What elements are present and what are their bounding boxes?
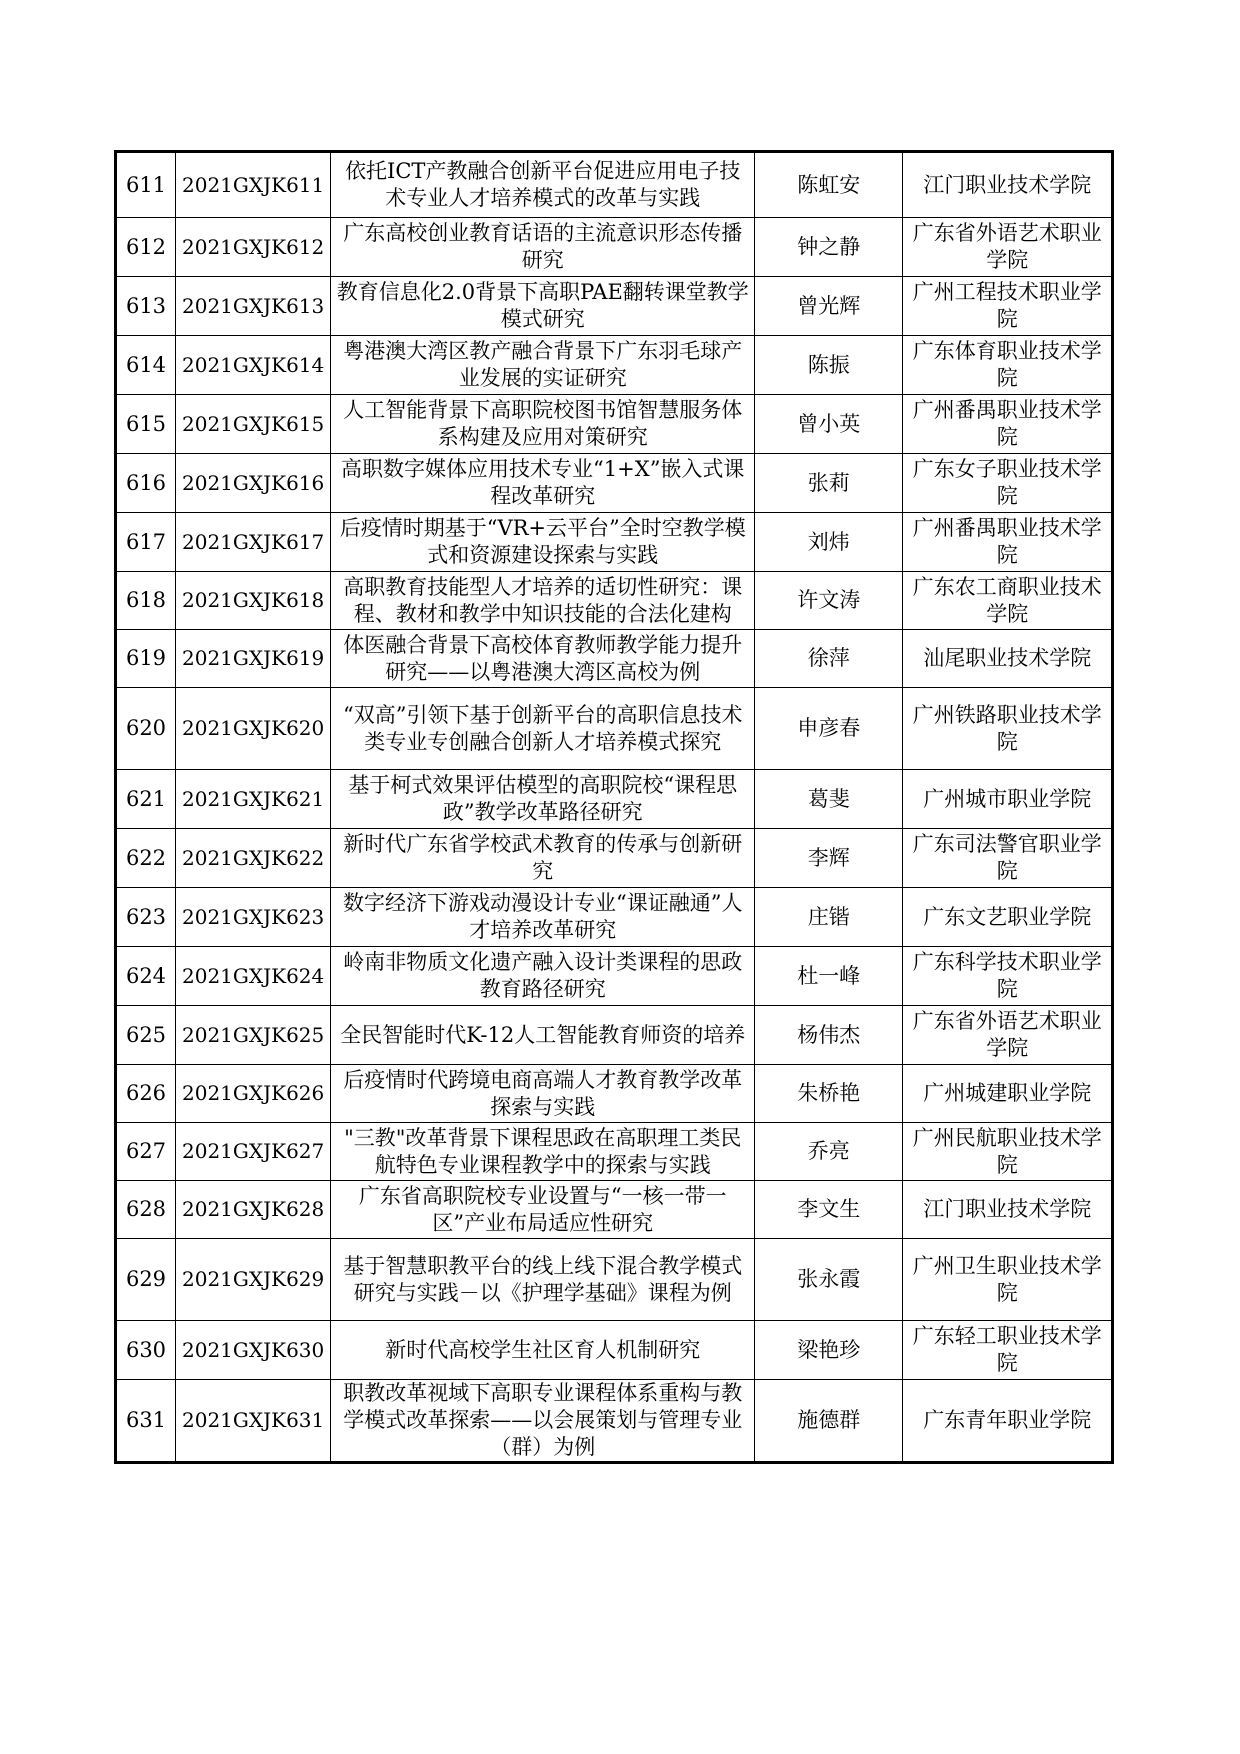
row-number: 628	[125, 1197, 167, 1221]
row-number: 630	[125, 1337, 167, 1362]
project-leader-cell	[755, 152, 903, 218]
project-code-cell	[176, 888, 331, 947]
project-code: 2021GXJK629	[182, 1267, 325, 1291]
project-title-cell	[331, 572, 755, 630]
school-name-cell	[903, 572, 1113, 630]
project-leader-cell	[755, 572, 903, 630]
table-row	[116, 1006, 1113, 1065]
project-code-cell	[176, 1239, 331, 1321]
project-code-cell	[176, 1065, 331, 1123]
table-row	[116, 454, 1113, 513]
project-title: 教育信息化2.0背景下高职PAE翻转课堂教学模式研究	[336, 280, 749, 331]
project-leader: 李文生	[797, 1197, 861, 1221]
row-number-cell	[116, 1065, 176, 1123]
project-title: 基于柯式效果评估模型的高职院校“课程思政”教学改革路径研究	[348, 773, 738, 824]
project-code: 2021GXJK631	[182, 1408, 325, 1432]
row-number: 613	[125, 293, 167, 318]
project-title: 高职教育技能型人才培养的适切性研究：课程、教材和教学中知识技能的合法化建构	[343, 574, 743, 626]
row-number-cell	[116, 688, 176, 770]
project-leader: 刘炜	[807, 529, 850, 554]
project-leader: 曾光辉	[797, 293, 861, 318]
project-code-cell	[176, 829, 331, 888]
school-name-cell	[903, 218, 1113, 277]
project-leader-cell	[755, 1065, 903, 1123]
row-number: 612	[125, 234, 167, 259]
school-name: 广州城建职业学院	[923, 1081, 1092, 1105]
project-title: 基于智慧职教平台的线上线下混合教学模式研究与实践－以《护理学基础》课程为例	[343, 1253, 743, 1305]
school-name: 广东轻工职业技术学院	[912, 1324, 1102, 1375]
table-row	[116, 947, 1113, 1006]
school-name: 广州番禺职业技术学院	[912, 398, 1102, 449]
school-name-cell	[903, 1380, 1113, 1463]
school-name-cell	[903, 1006, 1113, 1065]
project-title-cell	[331, 395, 755, 454]
project-leader-cell	[755, 218, 903, 277]
project-code: 2021GXJK626	[182, 1081, 325, 1105]
row-number-cell	[116, 829, 176, 888]
project-code: 2021GXJK615	[182, 411, 325, 436]
school-name: 广东科学技术职业学院	[912, 950, 1102, 1001]
school-name-cell	[903, 770, 1113, 829]
project-leader: 葛斐	[807, 786, 850, 811]
project-title: 粤港澳大湾区教产融合背景下广东羽毛球产业发展的实证研究	[343, 339, 743, 390]
project-code: 2021GXJK611	[182, 172, 325, 197]
table-row	[116, 395, 1113, 454]
row-number-cell	[116, 513, 176, 572]
project-leader: 杜一峰	[797, 963, 861, 988]
project-title-cell	[331, 1065, 755, 1123]
project-title: 人工智能背景下高职院校图书馆智慧服务体系构建及应用对策研究	[343, 398, 743, 449]
school-name: 江门职业技术学院	[923, 1197, 1092, 1221]
project-title-cell	[331, 336, 755, 395]
project-title: 职教改革视域下高职专业课程体系重构与教学模式改革探索——以会展策划与管理专业（群）为例	[343, 1381, 743, 1459]
row-number-cell	[116, 395, 176, 454]
project-table-body	[116, 152, 1113, 1463]
row-number: 625	[125, 1022, 167, 1047]
row-number: 614	[125, 352, 167, 377]
table-row	[116, 1065, 1113, 1123]
project-leader-cell	[755, 947, 903, 1006]
project-code-cell	[176, 572, 331, 630]
project-leader: 施德群	[797, 1408, 861, 1432]
school-name-cell	[903, 1065, 1113, 1123]
project-title-cell	[331, 1239, 755, 1321]
project-title: 新时代广东省学校武术教育的传承与创新研究	[343, 832, 743, 883]
project-leader: 陈振	[807, 352, 850, 377]
project-title: 岭南非物质文化遗产融入设计类课程的思政教育路径研究	[343, 950, 743, 1001]
row-number: 627	[125, 1139, 167, 1163]
project-code: 2021GXJK617	[182, 529, 325, 554]
table-row	[116, 1321, 1113, 1380]
school-name: 广州番禺职业技术学院	[912, 516, 1102, 567]
school-name: 广东省外语艺术职业学院	[912, 221, 1102, 272]
row-number: 631	[125, 1408, 167, 1432]
row-number-cell	[116, 1380, 176, 1463]
project-leader-cell	[755, 277, 903, 336]
row-number-cell	[116, 888, 176, 947]
school-name-cell	[903, 513, 1113, 572]
project-title-cell	[331, 888, 755, 947]
table-row	[116, 888, 1113, 947]
project-code: 2021GXJK624	[182, 963, 325, 988]
project-code-cell	[176, 1123, 331, 1181]
table-row	[116, 829, 1113, 888]
project-code-cell	[176, 1006, 331, 1065]
row-number: 616	[125, 470, 167, 495]
row-number: 615	[125, 411, 167, 436]
school-name-cell	[903, 1181, 1113, 1239]
project-leader-cell	[755, 336, 903, 395]
project-leader: 陈虹安	[797, 172, 861, 197]
project-table	[114, 150, 1114, 1464]
project-title: 依托ICT产教融合创新平台促进应用电子技术专业人才培养模式的改革与实践	[345, 159, 741, 210]
table-row	[116, 630, 1113, 688]
project-code-cell	[176, 947, 331, 1006]
school-name: 广东体育职业技术学院	[912, 339, 1102, 390]
project-code-cell	[176, 454, 331, 513]
school-name: 广东女子职业技术学院	[912, 457, 1102, 508]
school-name: 江门职业技术学院	[923, 172, 1092, 197]
project-leader-cell	[755, 688, 903, 770]
row-number-cell	[116, 1239, 176, 1321]
school-name-cell	[903, 1123, 1113, 1181]
row-number-cell	[116, 336, 176, 395]
project-code-cell	[176, 630, 331, 688]
row-number: 621	[125, 786, 167, 811]
row-number: 618	[125, 588, 167, 612]
project-title: 后疫情时代跨境电商高端人才教育教学改革探索与实践	[343, 1067, 743, 1119]
project-leader-cell	[755, 770, 903, 829]
school-name-cell	[903, 336, 1113, 395]
project-title-cell	[331, 152, 755, 218]
project-code-cell	[176, 688, 331, 770]
row-number-cell	[116, 947, 176, 1006]
school-name: 汕尾职业技术学院	[923, 646, 1092, 670]
row-number-cell	[116, 572, 176, 630]
project-title-cell	[331, 829, 755, 888]
row-number-cell	[116, 277, 176, 336]
project-code: 2021GXJK627	[182, 1139, 325, 1163]
table-row	[116, 336, 1113, 395]
row-number: 629	[125, 1267, 167, 1291]
project-title-cell	[331, 454, 755, 513]
project-leader-cell	[755, 454, 903, 513]
table-row	[116, 688, 1113, 770]
school-name: 广东青年职业学院	[923, 1408, 1092, 1432]
project-leader: 徐萍	[807, 646, 850, 670]
project-title-cell	[331, 770, 755, 829]
school-name: 广州城市职业学院	[923, 786, 1092, 811]
project-leader-cell	[755, 1321, 903, 1380]
row-number-cell	[116, 1181, 176, 1239]
project-leader-cell	[755, 829, 903, 888]
school-name: 广州铁路职业技术学院	[912, 702, 1102, 754]
project-code: 2021GXJK630	[182, 1337, 325, 1362]
school-name-cell	[903, 1321, 1113, 1380]
project-title-cell	[331, 688, 755, 770]
table-row	[116, 1239, 1113, 1321]
row-number: 620	[125, 716, 167, 740]
project-leader: 张永霞	[797, 1267, 861, 1291]
school-name: 广州工程技术职业学院	[912, 280, 1102, 331]
project-title-cell	[331, 1123, 755, 1181]
project-leader-cell	[755, 513, 903, 572]
row-number: 626	[125, 1081, 167, 1105]
project-leader: 朱桥艳	[797, 1081, 861, 1105]
school-name-cell	[903, 395, 1113, 454]
project-leader: 庄锴	[807, 904, 850, 929]
project-title-cell	[331, 1181, 755, 1239]
project-code-cell	[176, 1321, 331, 1380]
school-name-cell	[903, 1239, 1113, 1321]
project-title-cell	[331, 218, 755, 277]
project-leader-cell	[755, 630, 903, 688]
row-number: 611	[125, 172, 167, 197]
project-title-cell	[331, 1380, 755, 1463]
project-title: 广东省高职院校专业设置与“一核一带一区”产业布局适应性研究	[358, 1183, 727, 1235]
table-row	[116, 770, 1113, 829]
project-title-cell	[331, 947, 755, 1006]
project-title: 体医融合背景下高校体育教师教学能力提升研究——以粤港澳大湾区高校为例	[343, 632, 743, 684]
school-name: 广州民航职业技术学院	[912, 1125, 1102, 1177]
project-leader: 钟之静	[797, 234, 861, 259]
project-leader: 杨伟杰	[797, 1022, 861, 1047]
project-code: 2021GXJK618	[182, 588, 325, 612]
project-leader-cell	[755, 1239, 903, 1321]
project-title-cell	[331, 277, 755, 336]
school-name-cell	[903, 688, 1113, 770]
project-title-cell	[331, 1321, 755, 1380]
row-number: 623	[125, 904, 167, 929]
project-title-cell	[331, 630, 755, 688]
project-leader: 张莉	[807, 470, 850, 495]
project-leader: 曾小英	[797, 411, 861, 436]
project-code: 2021GXJK621	[182, 786, 325, 811]
project-code-cell	[176, 277, 331, 336]
project-title: 广东高校创业教育话语的主流意识形态传播研究	[343, 221, 743, 272]
table-row	[116, 1123, 1113, 1181]
row-number: 617	[125, 529, 167, 554]
project-title: “双高”引领下基于创新平台的高职信息技术类专业专创融合创新人才培养模式探究	[343, 702, 743, 754]
row-number-cell	[116, 770, 176, 829]
school-name-cell	[903, 829, 1113, 888]
school-name-cell	[903, 454, 1113, 513]
table-row	[116, 1380, 1113, 1463]
project-leader-cell	[755, 395, 903, 454]
row-number-cell	[116, 1123, 176, 1181]
project-title: 新时代高校学生社区育人机制研究	[385, 1337, 701, 1362]
table-row	[116, 152, 1113, 218]
project-leader-cell	[755, 1123, 903, 1181]
project-code-cell	[176, 1181, 331, 1239]
project-code-cell	[176, 770, 331, 829]
table-row	[116, 218, 1113, 277]
project-code: 2021GXJK623	[182, 904, 325, 929]
school-name: 广东文艺职业学院	[923, 904, 1092, 929]
project-code: 2021GXJK620	[182, 716, 325, 740]
project-code: 2021GXJK612	[182, 234, 325, 259]
row-number-cell	[116, 152, 176, 218]
school-name-cell	[903, 630, 1113, 688]
project-code-cell	[176, 218, 331, 277]
school-name: 广东省外语艺术职业学院	[912, 1009, 1102, 1060]
school-name-cell	[903, 152, 1113, 218]
project-title: 后疫情时期基于“VR+云平台”全时空教学模式和资源建设探索与实践	[339, 516, 746, 567]
project-code: 2021GXJK613	[182, 293, 325, 318]
row-number-cell	[116, 454, 176, 513]
project-code-cell	[176, 152, 331, 218]
school-name-cell	[903, 888, 1113, 947]
row-number-cell	[116, 630, 176, 688]
table-row	[116, 277, 1113, 336]
project-code: 2021GXJK622	[182, 845, 325, 870]
school-name-cell	[903, 947, 1113, 1006]
project-title-cell	[331, 1006, 755, 1065]
table-row	[116, 513, 1113, 572]
project-code-cell	[176, 513, 331, 572]
project-title: 数字经济下游戏动漫设计专业“课证融通”人才培养改革研究	[343, 891, 743, 942]
school-name-cell	[903, 277, 1113, 336]
project-title: "三教"改革背景下课程思政在高职理工类民航特色专业课程教学中的探索与实践	[344, 1125, 742, 1177]
project-code-cell	[176, 395, 331, 454]
project-code: 2021GXJK619	[182, 646, 325, 670]
project-title: 全民智能时代K-12人工智能教育师资的培养	[340, 1022, 746, 1047]
row-number-cell	[116, 218, 176, 277]
row-number-cell	[116, 1006, 176, 1065]
table-row	[116, 572, 1113, 630]
project-leader-cell	[755, 888, 903, 947]
row-number: 619	[125, 646, 167, 670]
school-name: 广州卫生职业技术学院	[912, 1253, 1102, 1305]
row-number: 624	[125, 963, 167, 988]
project-leader-cell	[755, 1181, 903, 1239]
project-title: 高职数字媒体应用技术专业“1+X”嵌入式课程改革研究	[341, 457, 745, 508]
project-leader: 乔亮	[807, 1139, 850, 1163]
project-leader: 申彦春	[797, 716, 861, 740]
row-number: 622	[125, 845, 167, 870]
project-leader: 梁艳珍	[797, 1337, 861, 1362]
project-leader-cell	[755, 1006, 903, 1065]
project-code: 2021GXJK628	[182, 1197, 325, 1221]
project-code: 2021GXJK614	[182, 352, 325, 377]
row-number-cell	[116, 1321, 176, 1380]
project-leader: 李辉	[807, 845, 850, 870]
project-leader: 许文涛	[797, 588, 861, 612]
school-name: 广东农工商职业技术学院	[912, 574, 1102, 626]
project-code: 2021GXJK616	[182, 470, 325, 495]
school-name: 广东司法警官职业学院	[912, 832, 1102, 883]
project-code: 2021GXJK625	[182, 1022, 325, 1047]
project-title-cell	[331, 513, 755, 572]
project-code-cell	[176, 1380, 331, 1463]
project-code-cell	[176, 336, 331, 395]
project-leader-cell	[755, 1380, 903, 1463]
table-row	[116, 1181, 1113, 1239]
